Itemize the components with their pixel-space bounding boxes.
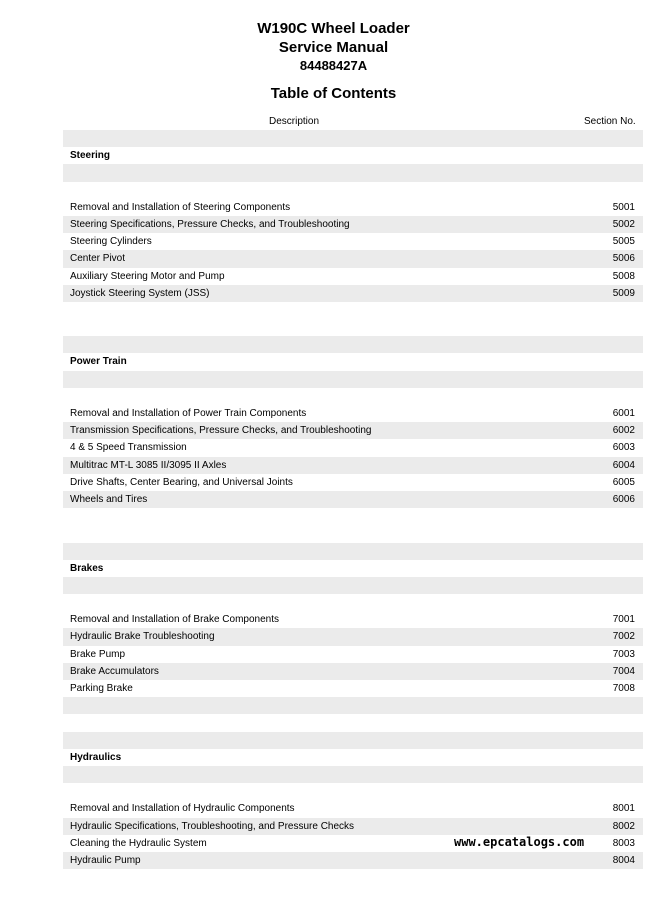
entry-description[interactable]: Transmission Specifications, Pressure Checks, and Troubleshooting xyxy=(70,425,372,437)
spacer-row xyxy=(63,577,643,594)
part-number: 84488427A xyxy=(299,58,368,73)
toc-entry-row xyxy=(63,199,643,216)
toc-entry-row xyxy=(63,405,643,422)
entry-section-number[interactable]: 5002 xyxy=(612,218,635,230)
toc-entry-row xyxy=(63,680,643,697)
entry-section-number[interactable]: 5008 xyxy=(612,270,635,282)
spacer-row xyxy=(63,182,643,199)
spacer-row xyxy=(63,886,643,903)
spacer-row xyxy=(63,594,643,611)
entry-section-number[interactable]: 5009 xyxy=(612,287,635,299)
entry-section-number[interactable]: 5005 xyxy=(612,236,635,248)
entry-section-number[interactable]: 8001 xyxy=(612,803,635,815)
spacer-row xyxy=(63,164,643,181)
section-title: Brakes xyxy=(70,562,104,574)
entry-description[interactable]: Drive Shafts, Center Bearing, and Universal Joints xyxy=(70,476,293,488)
spacer-row xyxy=(63,371,643,388)
entry-section-number[interactable]: 7003 xyxy=(612,648,635,660)
toc-entry-row xyxy=(63,233,643,250)
entry-description[interactable]: Removal and Installation of Brake Components xyxy=(70,614,280,626)
spacer-row xyxy=(63,525,643,542)
spacer-row xyxy=(63,508,643,525)
toc-entry-row xyxy=(63,646,643,663)
column-header-description: Description xyxy=(269,116,320,127)
section-heading-row xyxy=(63,353,643,370)
entry-section-number[interactable]: 6001 xyxy=(612,408,635,419)
entry-section-number[interactable]: 8003 xyxy=(612,837,635,849)
entry-description[interactable]: Parking Brake xyxy=(70,683,133,694)
spacer-row xyxy=(63,302,643,319)
toc-entry-row xyxy=(63,818,643,835)
toc-entry-row xyxy=(63,663,643,680)
entry-description[interactable]: Steering Specifications, Pressure Checks, and Troubleshooting xyxy=(70,218,350,230)
entry-section-number[interactable]: 6002 xyxy=(612,425,635,437)
document-title: W190C Wheel Loader xyxy=(257,20,410,37)
entry-section-number[interactable]: 7008 xyxy=(612,683,635,694)
spacer-row xyxy=(63,130,643,147)
column-header-section: Section No. xyxy=(584,116,636,127)
entry-section-number[interactable]: 5001 xyxy=(612,201,635,213)
spacer-row xyxy=(63,869,643,886)
toc-entry-row xyxy=(63,628,643,645)
spacer-row xyxy=(63,714,643,731)
entry-description[interactable]: Brake Pump xyxy=(70,648,126,660)
entry-description[interactable]: Joystick Steering System (JSS) xyxy=(70,287,210,299)
entry-description[interactable]: Brake Accumulators xyxy=(70,665,159,677)
spacer-row xyxy=(63,336,643,353)
entry-section-number[interactable]: 5006 xyxy=(612,253,635,265)
entry-section-number[interactable]: 6005 xyxy=(612,476,635,488)
toc-entry-row xyxy=(63,457,643,474)
toc-entry-row xyxy=(63,852,643,869)
entry-description[interactable]: Hydraulic Brake Troubleshooting xyxy=(70,631,215,643)
footer-url[interactable]: www.epcatalogs.com xyxy=(454,835,585,849)
entry-description[interactable]: Auxiliary Steering Motor and Pump xyxy=(70,270,225,282)
entry-section-number[interactable]: 6003 xyxy=(612,442,635,454)
spacer-row xyxy=(63,388,643,405)
entry-description[interactable]: Steering Cylinders xyxy=(70,236,152,248)
toc-entry-row xyxy=(63,800,643,817)
toc-entry-row xyxy=(63,439,643,456)
spacer-row xyxy=(63,732,643,749)
section-heading-row xyxy=(63,749,643,766)
spacer-row xyxy=(63,783,643,800)
entry-section-number[interactable]: 6006 xyxy=(612,493,635,505)
entry-description[interactable]: Multitrac MT-L 3085 II/3095 II Axles xyxy=(70,459,227,471)
entry-description[interactable]: Removal and Installation of Steering Components xyxy=(70,201,291,213)
entry-description[interactable]: Hydraulic Specifications, Troubleshooting, and Pressure Checks xyxy=(70,820,355,832)
table-of-contents xyxy=(63,130,643,903)
toc-entry-row xyxy=(63,611,643,628)
section-title: Hydraulics xyxy=(70,751,122,763)
entry-section-number[interactable]: 7004 xyxy=(612,665,635,677)
toc-entry-row xyxy=(63,250,643,267)
spacer-row xyxy=(63,319,643,336)
entry-section-number[interactable]: 7002 xyxy=(612,631,635,643)
toc-title: Table of Contents xyxy=(270,85,397,102)
entry-description[interactable]: Cleaning the Hydraulic System xyxy=(70,837,207,849)
document-subtitle: Service Manual xyxy=(278,39,389,56)
section-heading-row xyxy=(63,560,643,577)
entry-description[interactable]: 4 & 5 Speed Transmission xyxy=(70,442,187,454)
toc-entry-row xyxy=(63,474,643,491)
entry-description[interactable]: Center Pivot xyxy=(70,253,126,265)
spacer-row xyxy=(63,766,643,783)
entry-description[interactable]: Removal and Installation of Power Train Components xyxy=(70,408,307,419)
toc-entry-row xyxy=(63,216,643,233)
spacer-row xyxy=(63,697,643,714)
section-title: Steering xyxy=(70,150,111,162)
entry-section-number[interactable]: 7001 xyxy=(612,614,635,626)
toc-entry-row xyxy=(63,491,643,508)
toc-entry-row xyxy=(63,422,643,439)
toc-entry-row xyxy=(63,285,643,302)
section-title: Power Train xyxy=(70,356,127,368)
entry-section-number[interactable]: 8002 xyxy=(612,820,635,832)
spacer-row xyxy=(63,543,643,560)
entry-section-number[interactable]: 8004 xyxy=(612,854,635,866)
section-heading-row xyxy=(63,147,643,164)
entry-description[interactable]: Removal and Installation of Hydraulic Components xyxy=(70,803,295,815)
entry-description[interactable]: Hydraulic Pump xyxy=(70,854,141,866)
entry-section-number[interactable]: 6004 xyxy=(612,459,635,471)
toc-entry-row xyxy=(63,268,643,285)
entry-description[interactable]: Wheels and Tires xyxy=(70,493,148,505)
